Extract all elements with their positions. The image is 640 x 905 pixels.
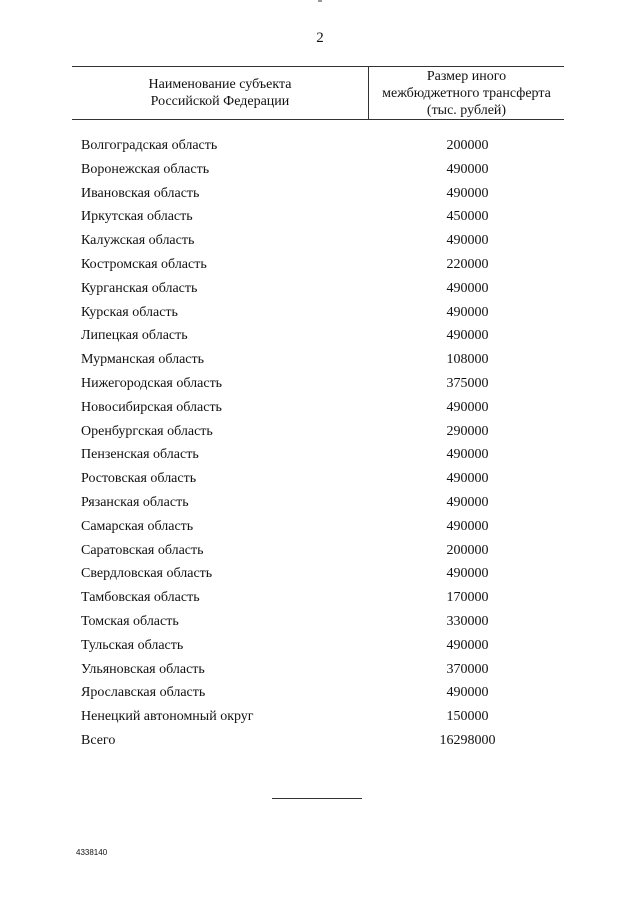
table-row — [0, 443, 640, 467]
region-name: Костромская область — [81, 256, 207, 272]
table-row — [0, 158, 640, 182]
table-header — [72, 66, 564, 120]
total-row — [0, 729, 640, 753]
region-name: Курганская область — [81, 280, 198, 296]
region-name: Калужская область — [81, 233, 195, 249]
transfer-amount: 490000 — [446, 280, 489, 296]
transfer-amount: 490000 — [446, 471, 489, 487]
table-row — [0, 277, 640, 301]
transfer-amount: 375000 — [446, 375, 489, 391]
document-code: 4338140 — [76, 848, 108, 857]
transfer-amount: 490000 — [446, 566, 489, 582]
table-row — [0, 705, 640, 729]
region-name: Воронежская область — [81, 161, 210, 177]
table-row — [0, 205, 640, 229]
table-row — [0, 562, 640, 586]
table-row — [0, 229, 640, 253]
table-row — [0, 681, 640, 705]
table-row — [0, 539, 640, 563]
region-name: Всего — [81, 732, 116, 748]
transfer-amount: 330000 — [446, 613, 489, 629]
transfer-amount: 16298000 — [439, 732, 496, 748]
table-row — [0, 634, 640, 658]
header-amount-column: Размер иного межбюджетного трансферта (тыс. рублей) — [382, 68, 551, 118]
region-name: Волгоградская область — [81, 138, 218, 153]
region-name: Иркутская область — [81, 209, 193, 225]
transfer-amount: 490000 — [446, 233, 489, 249]
region-name: Ярославская область — [81, 685, 206, 701]
table-row — [0, 348, 640, 372]
transfer-amount: 170000 — [446, 590, 489, 606]
table-row — [0, 182, 640, 206]
table-row — [0, 301, 640, 325]
table-row — [0, 134, 640, 158]
region-name: Ростовская область — [81, 471, 197, 487]
page-number: 2 — [316, 30, 324, 46]
transfer-amount: 150000 — [446, 709, 489, 725]
transfer-amount: 490000 — [446, 399, 489, 415]
header-region-column: Наименование субъекта Российской Федерации — [148, 77, 292, 109]
transfer-amount: 490000 — [446, 494, 489, 510]
region-name: Ненецкий автономный округ — [81, 709, 254, 725]
region-name: Тамбовская область — [81, 590, 200, 606]
region-name: Саратовская область — [81, 542, 204, 558]
region-name: Липецкая область — [81, 328, 188, 344]
region-name: Тульская область — [81, 637, 184, 653]
table-row — [0, 253, 640, 277]
region-name: Оренбургская область — [81, 423, 213, 439]
region-name: Рязанская область — [81, 494, 189, 510]
transfer-amount: 490000 — [446, 185, 489, 201]
top-mark — [318, 0, 322, 2]
transfer-amount: 490000 — [446, 637, 489, 653]
transfer-amount: 490000 — [446, 304, 489, 320]
region-name: Мурманская область — [81, 352, 205, 368]
region-name: Самарская область — [81, 518, 194, 534]
transfer-amount: 370000 — [446, 661, 489, 677]
table-row — [0, 396, 640, 420]
transfer-amount: 490000 — [446, 447, 489, 463]
region-name: Пензенская область — [81, 447, 199, 463]
table-row — [0, 324, 640, 348]
transfer-amount: 290000 — [446, 423, 489, 439]
transfer-amount: 200000 — [446, 542, 489, 558]
region-name: Свердловская область — [81, 566, 213, 582]
transfer-amount: 200000 — [446, 138, 489, 153]
region-name: Новосибирская область — [81, 399, 222, 415]
table-row — [0, 467, 640, 491]
table-row — [0, 658, 640, 682]
table-row — [0, 515, 640, 539]
transfer-amount: 490000 — [446, 685, 489, 701]
region-name: Томская область — [81, 613, 179, 629]
transfer-amount: 450000 — [446, 209, 489, 225]
table-row — [0, 586, 640, 610]
transfer-amount: 490000 — [446, 161, 489, 177]
table-row — [0, 610, 640, 634]
table-body — [0, 134, 640, 753]
region-name: Ивановская область — [81, 185, 200, 201]
table-row — [0, 372, 640, 396]
transfer-amount: 220000 — [446, 256, 489, 272]
region-name: Ульяновская область — [81, 661, 205, 677]
transfer-amount: 108000 — [446, 352, 489, 368]
end-rule — [272, 798, 362, 799]
table-row — [0, 491, 640, 515]
region-name: Курская область — [81, 304, 178, 320]
transfer-amount: 490000 — [446, 518, 489, 534]
table-row — [0, 420, 640, 444]
transfer-amount: 490000 — [446, 328, 489, 344]
region-name: Нижегородская область — [81, 375, 223, 391]
